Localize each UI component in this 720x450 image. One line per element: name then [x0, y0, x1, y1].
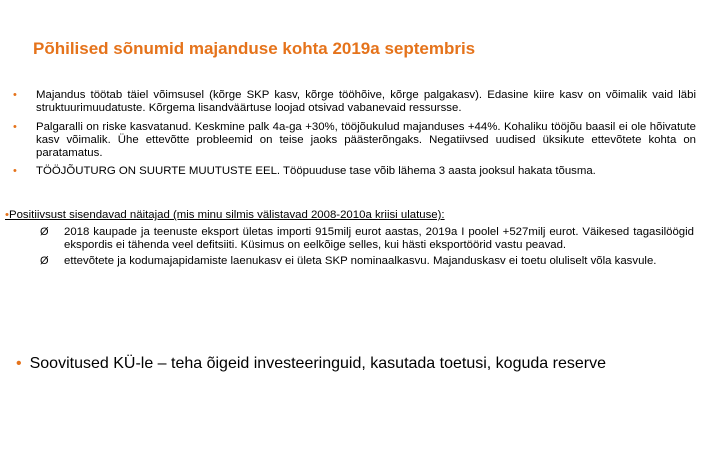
- main-point-item: [13, 121, 696, 161]
- arrow-bullet-icon: Ø: [40, 254, 49, 267]
- bullet-icon: •: [13, 165, 17, 178]
- positive-point-text: 2018 kaupade ja teenuste eksport ületas importi 915milj eurot aastas, 2019a I poolel +527milj eurot. Väikesed tagasilöögid ekspordis ei tähenda veel defitsiiti. Küsimus on eelkõige selles, kui hästi eksportöörid vastu peavad.: [64, 226, 694, 252]
- positive-point-text: ettevõtete ja kodumajapidamiste laenukasv ei ületa SKP nominaalkasvu. Majanduskasv ei toetu oluliselt võla kasvule.: [64, 254, 657, 267]
- bullet-icon: •: [13, 120, 17, 133]
- main-point-item: [13, 165, 696, 178]
- positive-heading-text: Positiivsust sisendavad näitajad (mis minu silmis välistavad 2008-2010a kriisi ulatuse):: [9, 209, 445, 221]
- positive-indicators-heading: [5, 209, 445, 221]
- bullet-icon: •: [16, 355, 22, 372]
- main-point-text: Palgaralli on riske kasvatanud. Keskmine palk 4a-ga +30%, tööjõukulud majanduses +44%. Kohaliku tööjõu baasil ei ole hõivatute kasv võimalik. Ühe ettevõtte probleemid on teise jaoks päästerõngaks. Negatiivsed uudised üksikute ettevõtete kohta on paratamatus.: [36, 120, 696, 160]
- main-points-list: [13, 89, 696, 184]
- bullet-icon: •: [5, 209, 9, 221]
- recommendation-text: Soovitused KÜ-le – teha õigeid investeeringuid, kasutada toetusi, koguda reserve: [29, 355, 606, 372]
- page-title: Põhilised sõnumid majanduse kohta 2019a septembris: [33, 39, 476, 58]
- bullet-icon: •: [13, 89, 17, 101]
- positive-point-item: [40, 255, 694, 268]
- main-point-item: [13, 89, 696, 116]
- positive-points-list: [40, 226, 694, 270]
- recommendation-line: [16, 355, 606, 373]
- arrow-bullet-icon: Ø: [40, 226, 49, 238]
- main-point-text: Majandus töötab täiel võimsusel (kõrge SKP kasv, kõrge tööhõive, kõrge palgakasv). Edasine kiire kasv on võimalik vaid läbi struktuurimuudatuste. Kõrgema lisandväärtuse loojad otsivad vabanevaid ressursse.: [36, 89, 696, 115]
- main-point-text: TÖÖJÕUTURG ON SUURTE MUUTUSTE EEL. Tööpuuduse tase võib lähema 3 aasta jooksul hakata tõusma.: [36, 165, 596, 178]
- positive-point-item: [40, 226, 694, 253]
